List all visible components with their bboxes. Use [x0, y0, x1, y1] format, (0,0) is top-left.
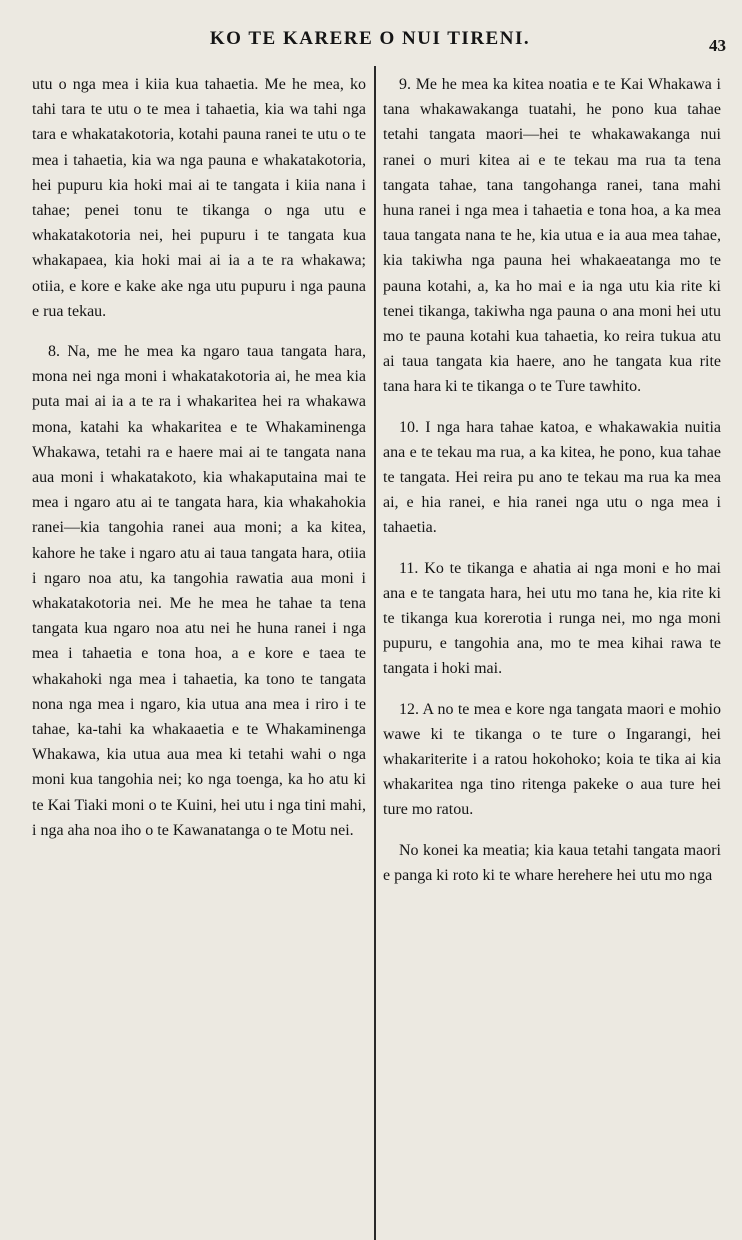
- page-number: 43: [709, 36, 726, 55]
- right-column: [383, 72, 721, 1240]
- paragraph-12: 12. A no te mea e kore nga tangata maori e mohio wawe ki te tikanga o te ture o Ingarangi, hei whakariterite i a ratou hokohoko; koia te tika ai kia whakaritea nga tino ritenga pakeke o aua ture hei ture mo ratou.: [383, 700, 721, 819]
- running-title: KO TE KARERE O NUI TIRENI.: [209, 28, 531, 49]
- left-column: [32, 72, 366, 1240]
- column-divider: [374, 66, 376, 1240]
- paragraph-8: 8. Na, me he mea ka ngaro taua tangata hara, mona nei nga moni i whakatakotoria ai, he mea kia puta mai ai ia a te ra i whakaritea hei ra whakawa mona, katahi ka whakaritea e te Whakaminenga Whakawa, tetahi ra e haere mai ai te tangata nana aua moni i whakatakoto, kia whakaputaina mai te mea i ngaro atu ai te tangata hara, kia whakahokia ranei—kia tangohia ranei aua moni; a ka kitea, kahore he take i ngaro atu ai taua tangata hara, otiia i ngaro noa atu, ka tangohia rawatia aua moni i whakatakotoria nei. Me he mea he tahae ta tena tangata kua ngaro noa atu nei he huna ranei i nga mea i tahaetia e tona hoa, a e kore e taea te whakahoki nga mea i tahaetia, ka tono te tangata nona nga mea i ngaro, kia utua ana mea i riro i te tahae, ka-tahi ka whakaaetia e te Whakaminenga Whakawa, kia utua aua mea ki tetahi wahi o nga moni kua tangohia nei; ko nga toenga, ka ho atu ki te Kai Tiaki moni o te Kuini, hei utu i nga tini mahi, i nga aha noa iho o te Kawanatanga o te Motu nei.: [32, 343, 366, 839]
- paragraph-continuation: utu o nga mea i kiia kua tahaetia. Me he mea, ko tahi tara te utu o te mea i tahaetia, kia wa tahi nga tara e whakatakotoria, kotahi pauna ranei te utu o te mea i tahaetia, kia wa nga pauna e whakatakotoria, hei pupuru kia hoki mai ai te tangata i kiia nana i tahae; penei tonu te tikanga o nga utu e whakatakotoria nei, hei pupuru i te tangata kua whakapaea, kia hoki mai ai ia a te ra whakawa; otiia, e kore e kake ake nga utu pupuru i nga pauna e rua tekau.: [32, 76, 366, 320]
- paragraph-11: 11. Ko te tikanga e ahatia ai nga moni e ho mai ana e te tangata hara, hei utu mo tana he, kia rite ki te tikanga kua korerotia i runga nei, mo nga moni pupuru, e tangohia ana, mo te mea kihai rawa te tangata i hoki mai.: [383, 559, 721, 678]
- paragraph-no-konei: No konei ka meatia; kia kaua tetahi tangata maori e panga ki roto ki te whare herehere hei utu mo nga: [383, 841, 721, 884]
- paragraph-10: 10. I nga hara tahae katoa, e whakawakia nuitia ana e te tekau ma rua, a ka kitea, he pono, kua tahae te tangata. Hei reira pu ano te tekau ma rua ka mea ai, e hia ranei, e hia ranei nga utu o nga mea i tahaetia.: [383, 418, 721, 537]
- paragraph-9: 9. Me he mea ka kitea noatia e te Kai Whakawa i tana whakawakanga tuatahi, he pono kua tahae tetahi tangata maori—hei te whakawakanga nui ranei o muri kitea ai e te tekau ma rua ta tena tangata tahae, tana tangohanga ranei, tana mahi huna ranei i nga mea i tahaetia e tona hoa, a ka mea taua tangata nana te he, kia utua e ia aua mea tahae, kia takiwha nga pauna hei whakaeatanga mo te pauna kotahi, a, ka ho mai e ia nga utu kia rite ki tenei tikanga, takiwha nga pauna o ana moni hei utu mo te pauna kotahi kua tahaetia, ko reira tukua atu ai taua tangata kia haere, ano he tangata kua rite tana hara ki te tikanga o te Ture tawhito.: [383, 76, 721, 396]
- page-header: [0, 28, 742, 62]
